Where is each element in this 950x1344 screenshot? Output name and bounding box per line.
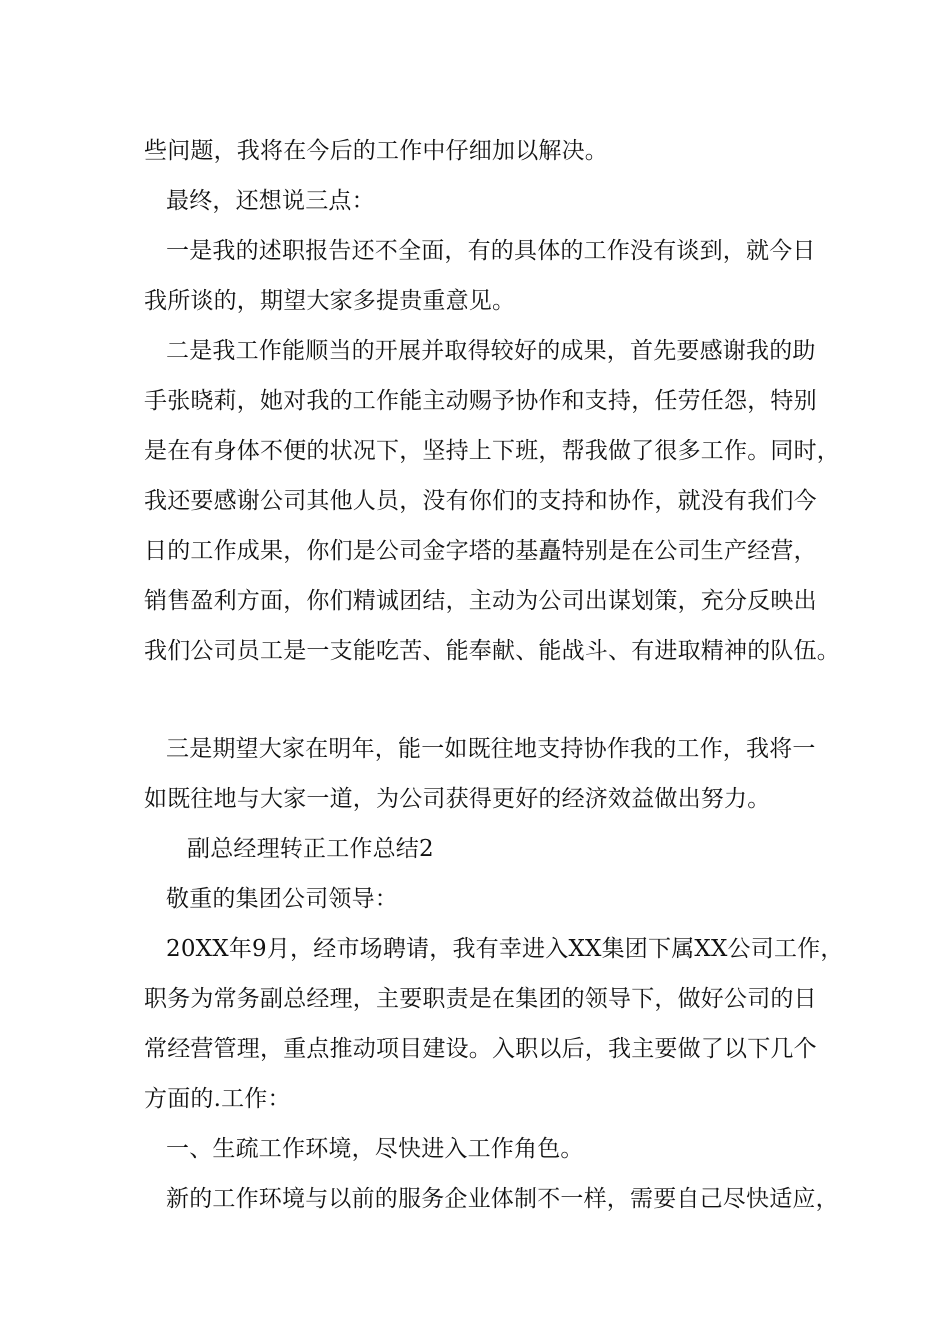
paragraph-line: 手张晓莉，她对我的工作能主动赐予协作和支持，任劳任怨，特别 <box>144 388 817 414</box>
paragraph-line: 方面的.工作： <box>144 1086 291 1112</box>
paragraph-line: 日的工作成果，你们是公司金字塔的基矗特别是在公司生产经营， <box>144 538 817 564</box>
salutation-line: 敬重的集团公司领导： <box>166 886 398 912</box>
paragraph-line: 我还要感谢公司其他人员，没有你们的支持和协作，就没有我们今 <box>144 488 817 514</box>
paragraph-line: 最终，还想说三点： <box>166 188 375 214</box>
paragraph-line: 新的工作环境与以前的服务企业体制不一样，需要自己尽快适应， <box>166 1186 839 1212</box>
subheading-line: 一、生疏工作环境，尽快进入工作角色。 <box>166 1136 584 1162</box>
paragraph-line: 是在有身体不便的状况下，坚持上下班，帮我做了很多工作。同时， <box>144 438 840 464</box>
paragraph-line: 三是期望大家在明年，能一如既往地支持协作我的工作，我将一 <box>166 736 816 762</box>
paragraph-line: 我们公司员工是一支能吃苦、能奉献、能战斗、有进取精神的队伍。 <box>144 638 840 664</box>
paragraph-line: 常经营管理，重点推动项目建设。入职以后，我主要做了以下几个 <box>144 1036 817 1062</box>
paragraph-line: 些问题，我将在今后的工作中仔细加以解决。 <box>144 138 608 164</box>
paragraph-line: 如既往地与大家一道，为公司获得更好的经济效益做出努力。 <box>144 786 771 812</box>
paragraph-line: 一是我的述职报告还不全面，有的具体的工作没有谈到，就今日 <box>166 238 816 264</box>
section-heading: 副总经理转正工作总结2 <box>187 836 434 862</box>
paragraph-line: 20XX年9月，经市场聘请，我有幸进入XX集团下属XX公司工作， <box>166 936 844 962</box>
paragraph-line: 二是我工作能顺当的开展并取得较好的成果，首先要感谢我的助 <box>166 338 816 364</box>
paragraph-line: 我所谈的，期望大家多提贵重意见。 <box>144 288 516 314</box>
paragraph-line: 职务为常务副总经理，主要职责是在集团的领导下，做好公司的日 <box>144 986 817 1012</box>
paragraph-line: 销售盈利方面，你们精诚团结，主动为公司出谋划策，充分反映出 <box>144 588 817 614</box>
